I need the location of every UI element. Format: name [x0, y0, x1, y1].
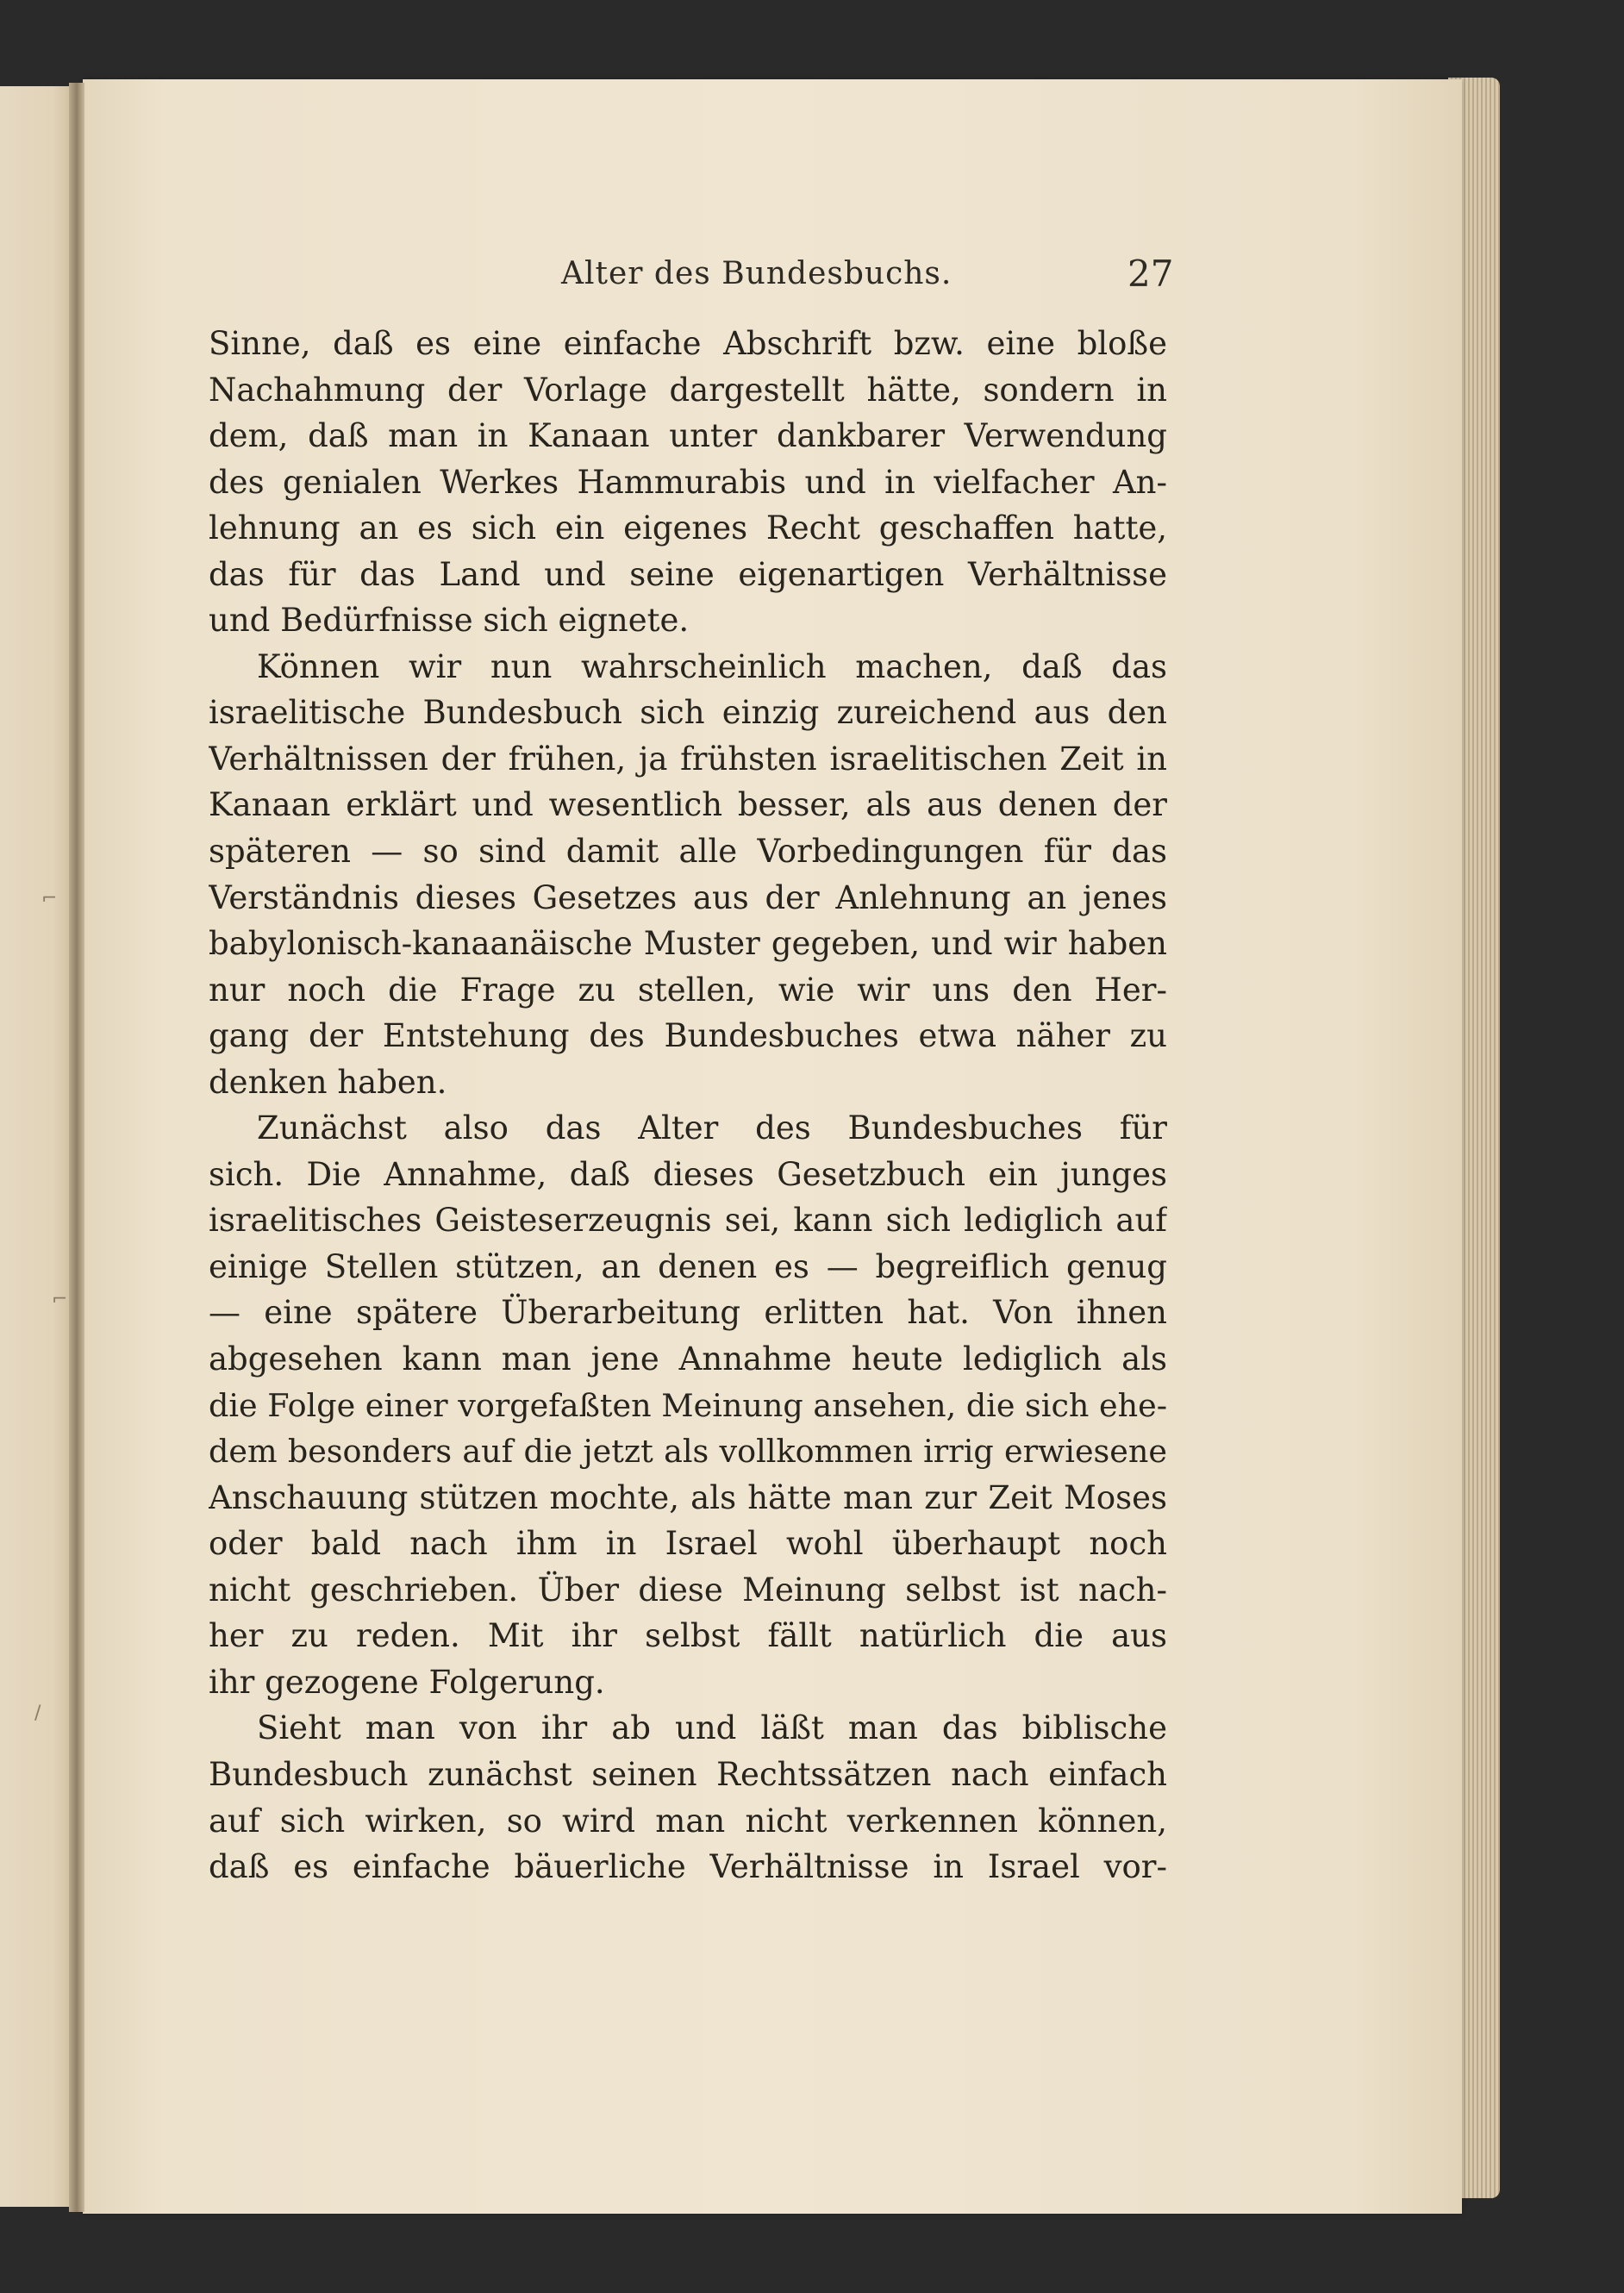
text-line: Zunächst also das Alter des Bundesbuches für — [257, 1109, 1167, 1147]
text-line: israelitisches Geisteserzeugnis sei, kann sich lediglich auf — [209, 1202, 1167, 1240]
text-line: daß es einfache bäuerliche Verhältnisse in Israel vor- — [209, 1848, 1167, 1886]
text-line: nicht geschrieben. Über diese Meinung selbst ist nach- — [209, 1571, 1167, 1609]
text-line: Anschauung stützen mochte, als hätte man zur Zeit Moses — [209, 1478, 1167, 1516]
page-header — [83, 253, 1462, 308]
body-text — [209, 321, 1167, 1890]
text-line: Nachahmung der Vorlage dargestellt hätte, sondern in — [209, 371, 1167, 409]
text-line: — eine spätere Überarbeitung erlitten hat. Von ihnen — [209, 1294, 1167, 1332]
text-line: Kanaan erklärt und wesentlich besser, als aus denen der — [209, 786, 1167, 824]
running-head: Alter des Bundesbuchs. — [561, 256, 953, 291]
text-line: einige Stellen stützen, an denen es — begreiflich genug — [209, 1247, 1167, 1285]
page-number: 27 — [1127, 253, 1174, 295]
text-line: Verständnis dieses Gesetzes aus der Anlehnung an jenes — [209, 878, 1167, 916]
text-line: sich. Die Annahme, daß dieses Gesetzbuch ein junges — [209, 1155, 1167, 1193]
text-line: die Folge einer vorgefaßten Meinung ansehen, die sich ehe- — [209, 1386, 1167, 1424]
text-line: ihr gezogene Folgerung. — [209, 1663, 605, 1701]
margin-mark: ⌐ — [52, 1289, 68, 1310]
text-line: nur noch die Frage zu stellen, wie wir uns den Her- — [209, 971, 1167, 1009]
previous-page-edge — [0, 86, 76, 2207]
text-line: abgesehen kann man jene Annahme heute lediglich als — [209, 1340, 1167, 1378]
text-line: lehnung an es sich ein eigenes Recht geschaffen hatte, — [209, 509, 1167, 547]
text-line: her zu reden. Mit ihr selbst fällt natürlich die aus — [209, 1617, 1167, 1655]
text-line: auf sich wirken, so wird man nicht verkennen können, — [209, 1802, 1167, 1840]
text-line: babylonisch-kanaanäische Muster gegeben, und wir haben — [209, 925, 1167, 963]
text-line: des genialen Werkes Hammurabis und in vielfacher An- — [209, 463, 1167, 501]
text-line: israelitische Bundesbuch sich einzig zureichend aus den — [209, 694, 1167, 732]
text-line: dem besonders auf die jetzt als vollkommen irrig erwiesene — [209, 1433, 1167, 1471]
text-line: Verhältnissen der frühen, ja frühsten israelitischen Zeit in — [209, 740, 1167, 778]
text-line: das für das Land und seine eigenartigen Verhältnisse — [209, 555, 1167, 593]
text-line: und Bedürfnisse sich eignete. — [209, 602, 690, 640]
text-line: oder bald nach ihm in Israel wohl überhaupt noch — [209, 1525, 1167, 1563]
text-line: Bundesbuch zunächst seinen Rechtssätzen nach einfach — [209, 1755, 1167, 1793]
text-line: Sinne, daß es eine einfache Abschrift bzw. eine bloße — [209, 325, 1167, 362]
text-line: dem, daß man in Kanaan unter dankbarer Verwendung — [209, 417, 1167, 455]
text-line: Sieht man von ihr ab und läßt man das biblische — [257, 1709, 1167, 1747]
text-line: späteren — so sind damit alle Vorbedingungen für das — [209, 833, 1167, 871]
margin-mark: / — [34, 1703, 41, 1724]
text-line: gang der Entstehung des Bundesbuches etwa näher zu — [209, 1017, 1167, 1055]
text-line: denken haben. — [209, 1063, 447, 1101]
book-gutter — [69, 83, 84, 2212]
margin-mark: ⌐ — [41, 888, 58, 909]
text-line: Können wir nun wahrscheinlich machen, daß das — [257, 647, 1167, 685]
